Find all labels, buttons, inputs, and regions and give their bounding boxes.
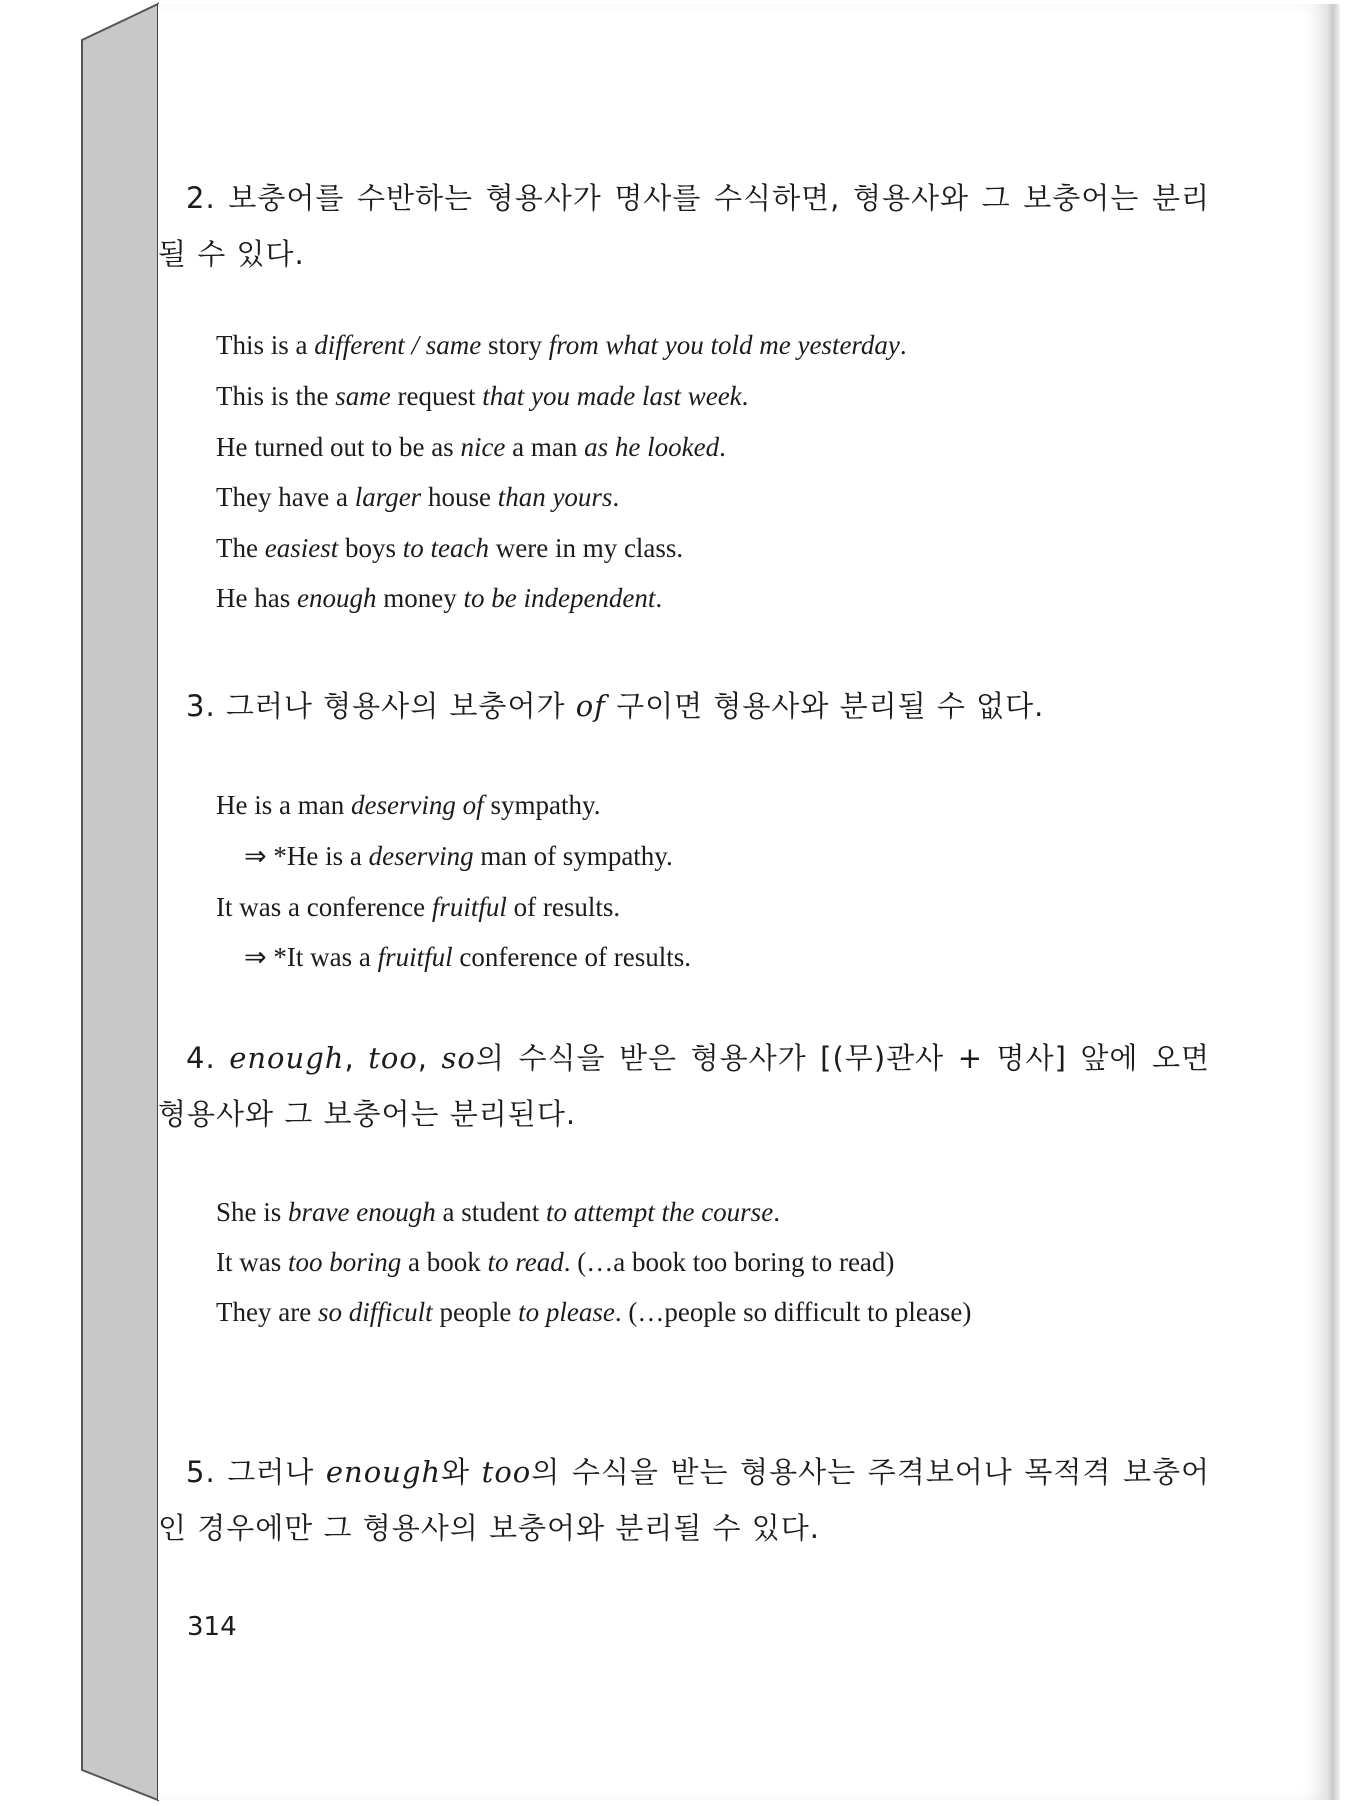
text-run: . (…a book too boring to read): [563, 1247, 895, 1277]
text-run: sympathy.: [483, 790, 601, 820]
text-run: He has: [216, 583, 297, 613]
italic-text: enough: [296, 583, 377, 613]
italic-text: deserving of: [350, 790, 484, 820]
section-4-wrapped-example: [188, 1287, 1208, 1338]
example-sentence: [216, 1187, 780, 1238]
example-sentence: [216, 472, 619, 523]
text-run: house: [421, 482, 498, 512]
italic-text: to read: [487, 1247, 564, 1277]
text-run: request: [390, 381, 483, 411]
text-run: ⇒ *He is a: [244, 841, 369, 871]
italic-text: from what you told me yesterday: [548, 330, 900, 360]
italic-text: as he looked: [584, 432, 720, 462]
text-run: . (…people so difficult to please): [614, 1297, 972, 1327]
example-sentence: [216, 371, 748, 422]
example-sentence: [216, 320, 907, 371]
italic-text: larger: [354, 482, 422, 512]
text-run: of results.: [506, 892, 621, 922]
text-run: 의 수식을 받은 형용사가 [(무)관사 + 명사] 앞에 오면 형용사와 그 보충어는 분리된다.: [158, 1041, 1211, 1131]
text-run: .: [612, 482, 620, 512]
text-run: 구이면 형용사와 분리될 수 없다.: [605, 689, 1045, 723]
text-run: ,: [417, 1041, 442, 1075]
italic-text: too boring: [287, 1247, 402, 1277]
italic-text: too: [368, 1041, 418, 1075]
text-run: .: [899, 330, 907, 360]
text-run: conference of results.: [452, 942, 691, 972]
transformed-sentence: [244, 932, 691, 983]
italic-text: of: [575, 689, 606, 723]
section-5-heading: [158, 1444, 1210, 1556]
page-number: 314: [187, 1612, 237, 1642]
text-run: They are: [216, 1297, 318, 1327]
example-sentence: [216, 573, 662, 624]
italic-text: enough: [229, 1041, 345, 1075]
example-sentence: [216, 780, 600, 831]
italic-text: so: [441, 1041, 476, 1075]
transformed-sentence: [244, 831, 673, 882]
text-run: He is a man: [216, 790, 351, 820]
example-sentence: [216, 1237, 894, 1288]
text-run: boys: [338, 533, 403, 563]
text-run: money: [376, 583, 464, 613]
italic-text: same: [335, 381, 391, 411]
italic-text: nice: [460, 432, 506, 462]
text-run: man of sympathy.: [473, 841, 673, 871]
text-run: 와: [441, 1455, 482, 1489]
text-run: people: [432, 1297, 519, 1327]
text-run: 3. 그러나 형용사의 보충어가: [186, 689, 576, 723]
text-run: 4.: [186, 1041, 230, 1075]
section-3-heading: [158, 678, 1210, 734]
italic-text: than yours: [497, 482, 613, 512]
text-run: were in my class.: [488, 533, 684, 563]
italic-text: different / same: [314, 330, 482, 360]
italic-text: to be independent: [463, 583, 656, 613]
example-sentence: [216, 882, 620, 933]
italic-text: that you made last week: [482, 381, 742, 411]
text-run: ,: [344, 1041, 369, 1075]
text-run: It was a conference: [216, 892, 432, 922]
italic-text: brave enough: [288, 1197, 436, 1227]
italic-text: fruitful: [377, 942, 453, 972]
text-run: a man: [505, 432, 585, 462]
text-run: The: [216, 533, 265, 563]
text-run: story: [481, 330, 549, 360]
text-run: They have a: [216, 482, 355, 512]
text-run: He turned out to be as: [216, 432, 461, 462]
italic-text: to please: [518, 1297, 615, 1327]
italic-text: fruitful: [431, 892, 507, 922]
text-run: It was: [216, 1247, 288, 1277]
italic-text: deserving: [368, 841, 474, 871]
text-run: .: [719, 432, 726, 462]
text-run: This is a: [216, 330, 315, 360]
italic-text: to teach: [402, 533, 489, 563]
example-sentence: [216, 523, 683, 574]
page-edge: [1326, 4, 1340, 1800]
section-2-heading: 2. 보충어를 수반하는 형용사가 명사를 수식하면, 형용사와 그 보충어는 분리될 수 있다.: [158, 181, 1210, 271]
text-run: .: [655, 583, 663, 613]
section-4-heading: [158, 1030, 1210, 1142]
italic-text: easiest: [264, 533, 339, 563]
italic-text: so difficult: [317, 1297, 433, 1327]
text-run: She is: [216, 1197, 289, 1227]
text-run: .: [773, 1197, 780, 1227]
text-run: a student: [435, 1197, 546, 1227]
text-run: a book: [401, 1247, 488, 1277]
text-run: ⇒ *It was a: [244, 942, 378, 972]
text-run: 5. 그러나: [186, 1455, 326, 1489]
italic-text: enough: [325, 1455, 442, 1489]
example-sentence: [216, 422, 726, 473]
text-run: This is the: [216, 381, 336, 411]
italic-text: to attempt the course: [545, 1197, 774, 1227]
text-run: .: [741, 381, 749, 411]
italic-text: too: [481, 1455, 532, 1489]
text-run: 의 수식을 받는 형용사는 주격보어나 목적격 보충어인 경우에만 그 형용사의 보충어와 분리될 수 있다.: [158, 1455, 1210, 1545]
